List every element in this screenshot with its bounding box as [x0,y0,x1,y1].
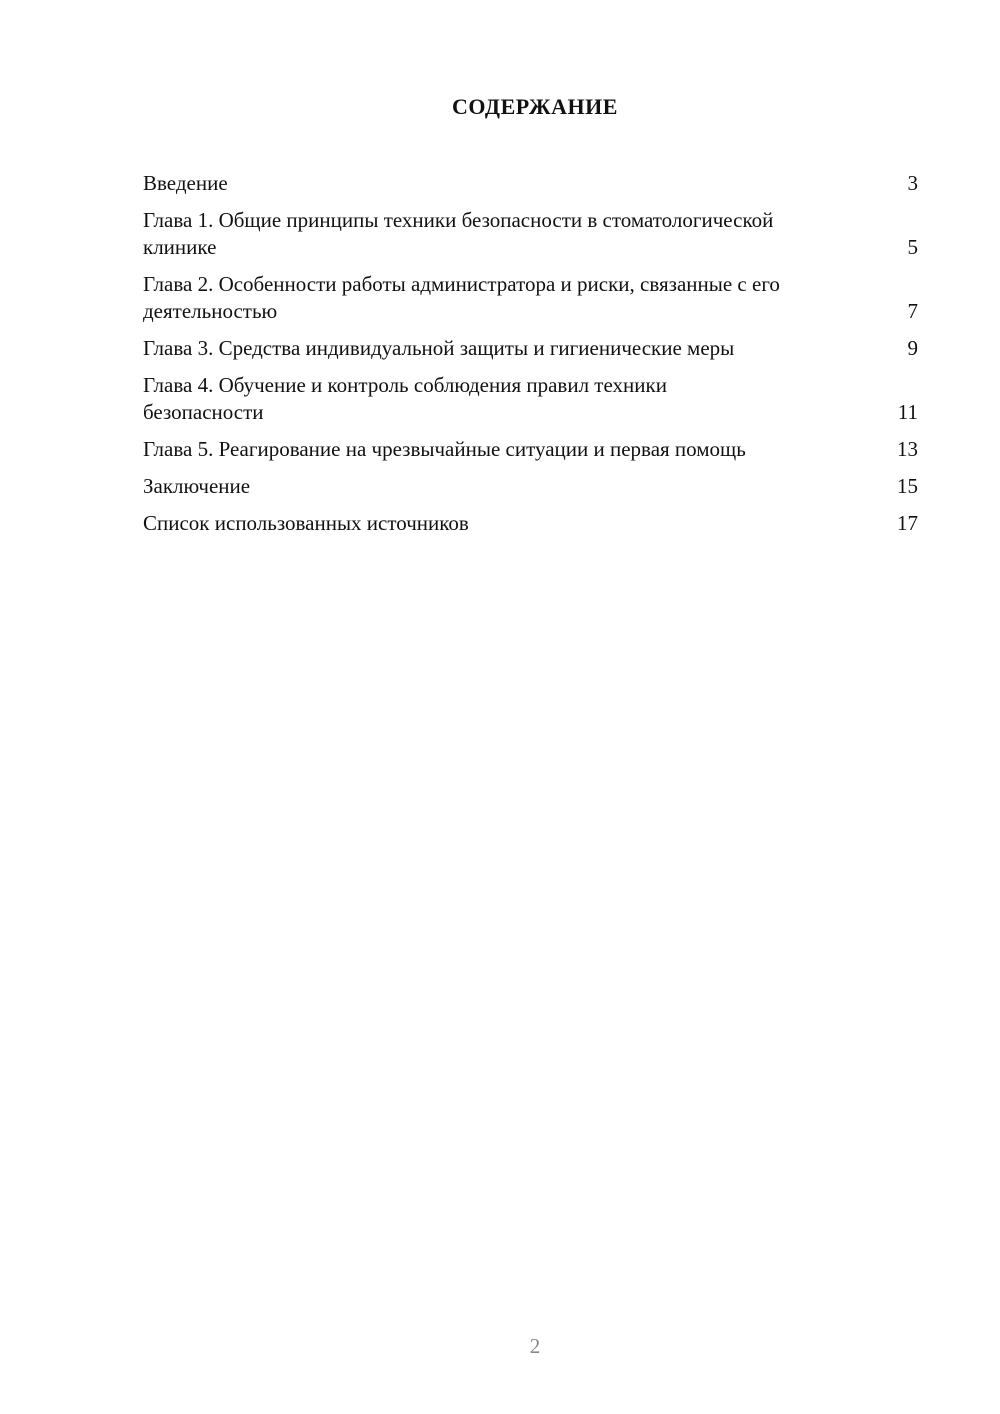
toc-entry-title: Глава 3. Средства индивидуальной защиты и гигиенические меры [143,336,735,360]
toc-entry-page: 9 [907,336,918,360]
toc-entry-chapter-1[interactable] [143,207,918,261]
table-of-contents [143,170,918,547]
page-number: 2 [529,1334,541,1358]
toc-entry-page: 3 [907,171,918,195]
toc-entry-title: Глава 1. Общие принципы техники безопасности в стоматологической клинике [143,208,774,259]
toc-entry-title: Глава 2. Особенности работы администратора и риски, связанные с его деятельностью [143,272,780,323]
toc-entry-title: Глава 4. Обучение и контроль соблюдения правил техники безопасности [143,373,667,424]
toc-entry-conclusion[interactable] [143,473,918,500]
toc-entry-chapter-3[interactable] [143,335,918,362]
toc-entry-title: Введение [143,171,228,195]
toc-entry-chapter-2[interactable] [143,271,918,325]
toc-entry-chapter-4[interactable] [143,372,918,426]
toc-entry-title: Список использованных источников [143,511,469,535]
toc-entry-page: 11 [897,400,918,424]
toc-entry-references[interactable] [143,510,918,537]
toc-entry-page: 5 [907,235,918,259]
toc-entry-page: 13 [897,437,918,461]
toc-entry-introduction[interactable] [143,170,918,197]
toc-entry-page: 17 [897,511,918,535]
toc-entry-title: Глава 5. Реагирование на чрезвычайные ситуации и первая помощь [143,437,746,461]
toc-entry-title: Заключение [143,474,251,498]
toc-entry-page: 7 [907,299,918,323]
toc-entry-page: 15 [897,474,918,498]
toc-heading: СОДЕРЖАНИЕ [452,94,618,119]
toc-entry-chapter-5[interactable] [143,436,918,463]
